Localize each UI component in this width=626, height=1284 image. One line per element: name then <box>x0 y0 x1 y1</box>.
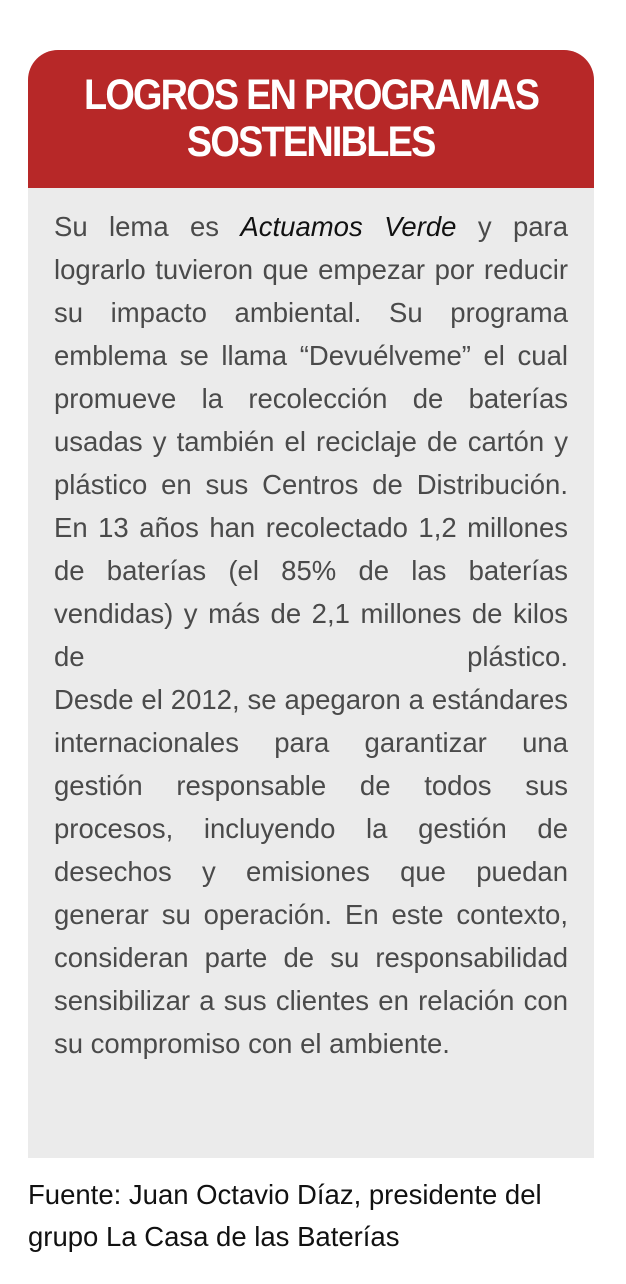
source-line-2: grupo La Casa de las Baterías <box>28 1221 400 1252</box>
paragraph-1 <box>54 205 568 678</box>
header-title-line-1: LOGROS EN PROGRAMAS <box>83 71 539 119</box>
paragraph-2: Desde el 2012, se apegaron a estándares internacionales para garantizar una gestión responsable de todos sus procesos, incluyendo la gestión de desechos y emisiones que puedan generar su operación. En este contexto, consideran parte de su responsabilidad sensibilizar a sus clientes en relación con su compromiso con el ambiente. <box>54 684 568 1059</box>
source-line-1: Fuente: Juan Octavio Díaz, presidente del <box>28 1179 542 1210</box>
card-header <box>28 50 594 188</box>
source-caption <box>28 1174 598 1258</box>
header-title-line-2: SOSTENIBLES <box>187 118 435 166</box>
paragraph-1-text: y para lograrlo tuvieron que empezar por reducir su impacto ambiental. Su programa emblema se llama “Devuélveme” el cual promueve la recolección de baterías usadas y también el reciclaje de cartón y plástico en sus Centros de Distribución. En 13 años han recolectado 1,2 millones de baterías (el 85% de las baterías vendidas) y más de 2,1 millones de kilos de plástico. <box>54 211 568 672</box>
slogan-emphasis: Actuamos Verde <box>240 211 457 242</box>
card-body <box>54 205 568 1065</box>
paragraph-1-prefix: Su lema es <box>54 211 241 242</box>
info-card <box>28 50 594 1158</box>
